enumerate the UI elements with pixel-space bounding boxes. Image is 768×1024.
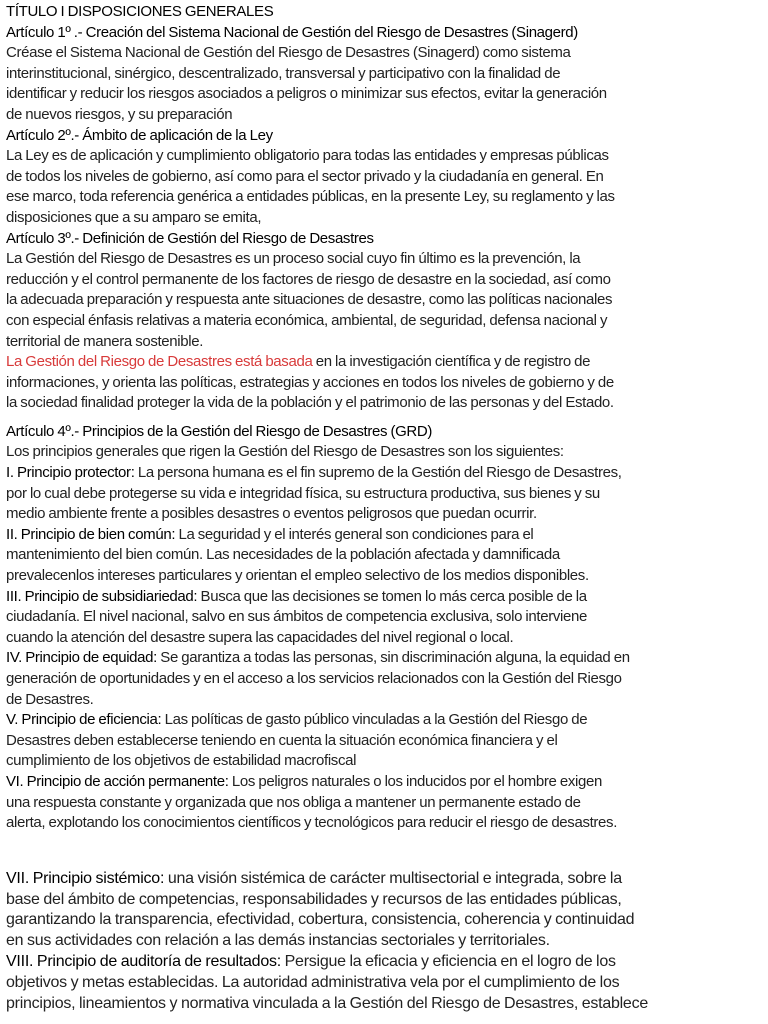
- principle-4-line: [6, 648, 762, 669]
- principle-4-line: de Desastres.: [6, 690, 94, 708]
- principle-1-line: por lo cual debe protegerse su vida e integridad física, su estructura productiva, sus bienes y su: [6, 484, 600, 502]
- principle-5-line: [6, 710, 762, 731]
- article-3-heading: Artículo 3º.- Definición de Gestión del Riesgo de Desastres: [6, 229, 374, 247]
- principle-7-lead: VII. Principio sistémico:: [6, 869, 165, 887]
- principle-7-line: base del ámbito de competencias, responsabilidades y recursos de las entidades públicas,: [6, 890, 622, 908]
- article-3-line: con especial énfasis relativas a materia económica, ambiental, de seguridad, defensa nacional y: [6, 311, 608, 329]
- continuation-block: [6, 869, 762, 1015]
- article-3-highlight-rest: en la investigación científica y de registro de: [312, 353, 591, 371]
- article-4-heading: Artículo 4º.- Principios de la Gestión del Riesgo de Desastres (GRD): [6, 422, 433, 440]
- article-3-line: informaciones, y orienta las políticas, estrategias y acciones en todos los niveles de gobierno y de: [6, 373, 614, 391]
- principle-6-lead: VI. Principio de acción permanente:: [6, 772, 229, 790]
- principle-7-line: en sus actividades con relación a las demás instancias sectoriales y territoriales.: [6, 932, 550, 950]
- principle-7-text: una visión sistémica de carácter multisectorial e integrada, sobre la: [164, 869, 622, 887]
- principle-3-line: cuando la atención del desastre supera las capacidades del nivel regional o local.: [6, 628, 514, 646]
- article-3-line: La Gestión del Riesgo de Desastres es un proceso social cuyo fin último es la prevención, la: [6, 250, 581, 268]
- document-title: TÍTULO I DISPOSICIONES GENERALES: [6, 3, 274, 20]
- principle-4-line: generación de oportunidades y en el acceso a los servicios relacionados con la Gestión del Riesgo: [6, 670, 622, 687]
- article-2-heading: Artículo 2º.- Ámbito de aplicación de la Ley: [6, 126, 273, 144]
- principle-2-line: [6, 525, 762, 546]
- principle-6-line: alerta, explotando los conocimientos científicos y tecnológicos para reducir el riesgo de desastres.: [6, 814, 618, 832]
- principle-3-line: ciudadanía. El nivel nacional, salvo en sus ámbitos de competencia exclusiva, solo interviene: [6, 608, 587, 626]
- principle-6-text: Los peligros naturales o los inducidos por el hombre exigen: [228, 772, 602, 790]
- principle-1-text: La persona humana es el fin supremo de la Gestión del Riesgo de Desastres,: [134, 464, 622, 482]
- principle-2-line: prevalecenlos intereses particulares y orientan el empleo selectivo de los medios disponibles.: [6, 567, 589, 585]
- article-3-highlight-line: [6, 352, 762, 373]
- article-1-line: de nuevos riesgos, y su preparación: [6, 105, 233, 123]
- principle-6-line: una respuesta constante y organizada que nos obliga a mantener un permanente estado de: [6, 793, 581, 811]
- principle-1-line: medio ambiente frente a posibles desastres o eventos peligrosos que puedan ocurrir.: [6, 505, 537, 523]
- article-3-highlight: La Gestión del Riesgo de Desastres está basada: [6, 353, 313, 371]
- principle-5-line: Desastres deben establecerse teniendo en cuenta la situación económica financiera y el: [6, 731, 558, 749]
- article-1-line: identificar y reducir los riesgos asociados a peligros o minimizar sus efectos, evitar la generación: [6, 85, 607, 103]
- principle-8-text: Persigue la eficacia y eficiencia en el logro de los: [280, 952, 616, 970]
- article-3-line: territorial de manera sostenible.: [6, 332, 204, 350]
- article-1-line: interinstitucional, sinérgico, descentralizado, transversal y participativo con la finalidad de: [6, 64, 561, 82]
- article-2-line: ese marco, toda referencia genérica a entidades públicas, en la presente Ley, su reglamento y las: [6, 188, 615, 206]
- principle-8-line: objetivos y metas establecidas. La autoridad administrativa vela por el cumplimiento de los: [6, 973, 620, 991]
- principle-8-line: [6, 952, 762, 973]
- principle-4-text: Se garantiza a todas las personas, sin discriminación alguna, la equidad en: [156, 649, 630, 667]
- principle-2-line: mantenimiento del bien común. Las necesidades de la población afectada y damnificada: [6, 546, 560, 564]
- principle-8-lead: VIII. Principio de auditoría de resultados:: [6, 952, 281, 970]
- principle-1-line: [6, 463, 762, 484]
- principle-1-lead: I. Principio protector:: [6, 464, 135, 482]
- principle-5-line: cumplimiento de los objetivos de estabilidad macrofiscal: [6, 752, 357, 770]
- principle-7-line: [6, 869, 762, 890]
- principle-2-lead: II. Principio de bien común:: [6, 525, 176, 543]
- article-1-line: Créase el Sistema Nacional de Gestión del Riesgo de Desastres (Sinagerd) como sistema: [6, 44, 571, 62]
- principle-5-lead: V. Principio de eficiencia:: [6, 711, 162, 729]
- principle-3-line: [6, 587, 762, 608]
- principle-8-line: principios, lineamientos y normativa vinculada a la Gestión del Riesgo de Desastres, establece: [6, 994, 648, 1012]
- principle-3-text: Busca que las decisiones se tomen lo más cerca posible de la: [197, 587, 587, 605]
- article-1-heading: Artículo 1º .- Creación del Sistema Nacional de Gestión del Riesgo de Desastres (Sinagerd): [6, 23, 578, 41]
- principle-4-lead: IV. Principio de equidad:: [6, 649, 157, 667]
- principle-7-line: garantizando la transparencia, efectividad, cobertura, consistencia, coherencia y continuidad: [6, 911, 635, 929]
- principle-2-text: La seguridad y el interés general son condiciones para el: [175, 525, 534, 543]
- principle-5-text: Las políticas de gasto público vinculadas a la Gestión del Riesgo de: [161, 711, 588, 729]
- article-2-line: La Ley es de aplicación y cumplimiento obligatorio para todas las entidades y empresas públicas: [6, 147, 609, 165]
- article-3-line: la adecuada preparación y respuesta ante situaciones de desastre, como las políticas nacionales: [6, 291, 613, 309]
- article-3-line: reducción y el control permanente de los factores de riesgo de desastre en la sociedad, así como: [6, 270, 611, 288]
- principle-3-lead: III. Principio de subsidiariedad:: [6, 587, 198, 605]
- article-3-line: la sociedad finalidad proteger la vida de la población y el patrimonio de las personas y del Estado.: [6, 394, 614, 412]
- principle-6-line: [6, 772, 762, 793]
- article-2-line: de todos los niveles de gobierno, así como para el sector privado y la ciudadanía en general. En: [6, 167, 604, 185]
- article-2-line: disposiciones que a su amparo se emita,: [6, 208, 262, 226]
- article-4-intro: Los principios generales que rigen la Gestión del Riesgo de Desastres son los siguientes:: [6, 443, 564, 461]
